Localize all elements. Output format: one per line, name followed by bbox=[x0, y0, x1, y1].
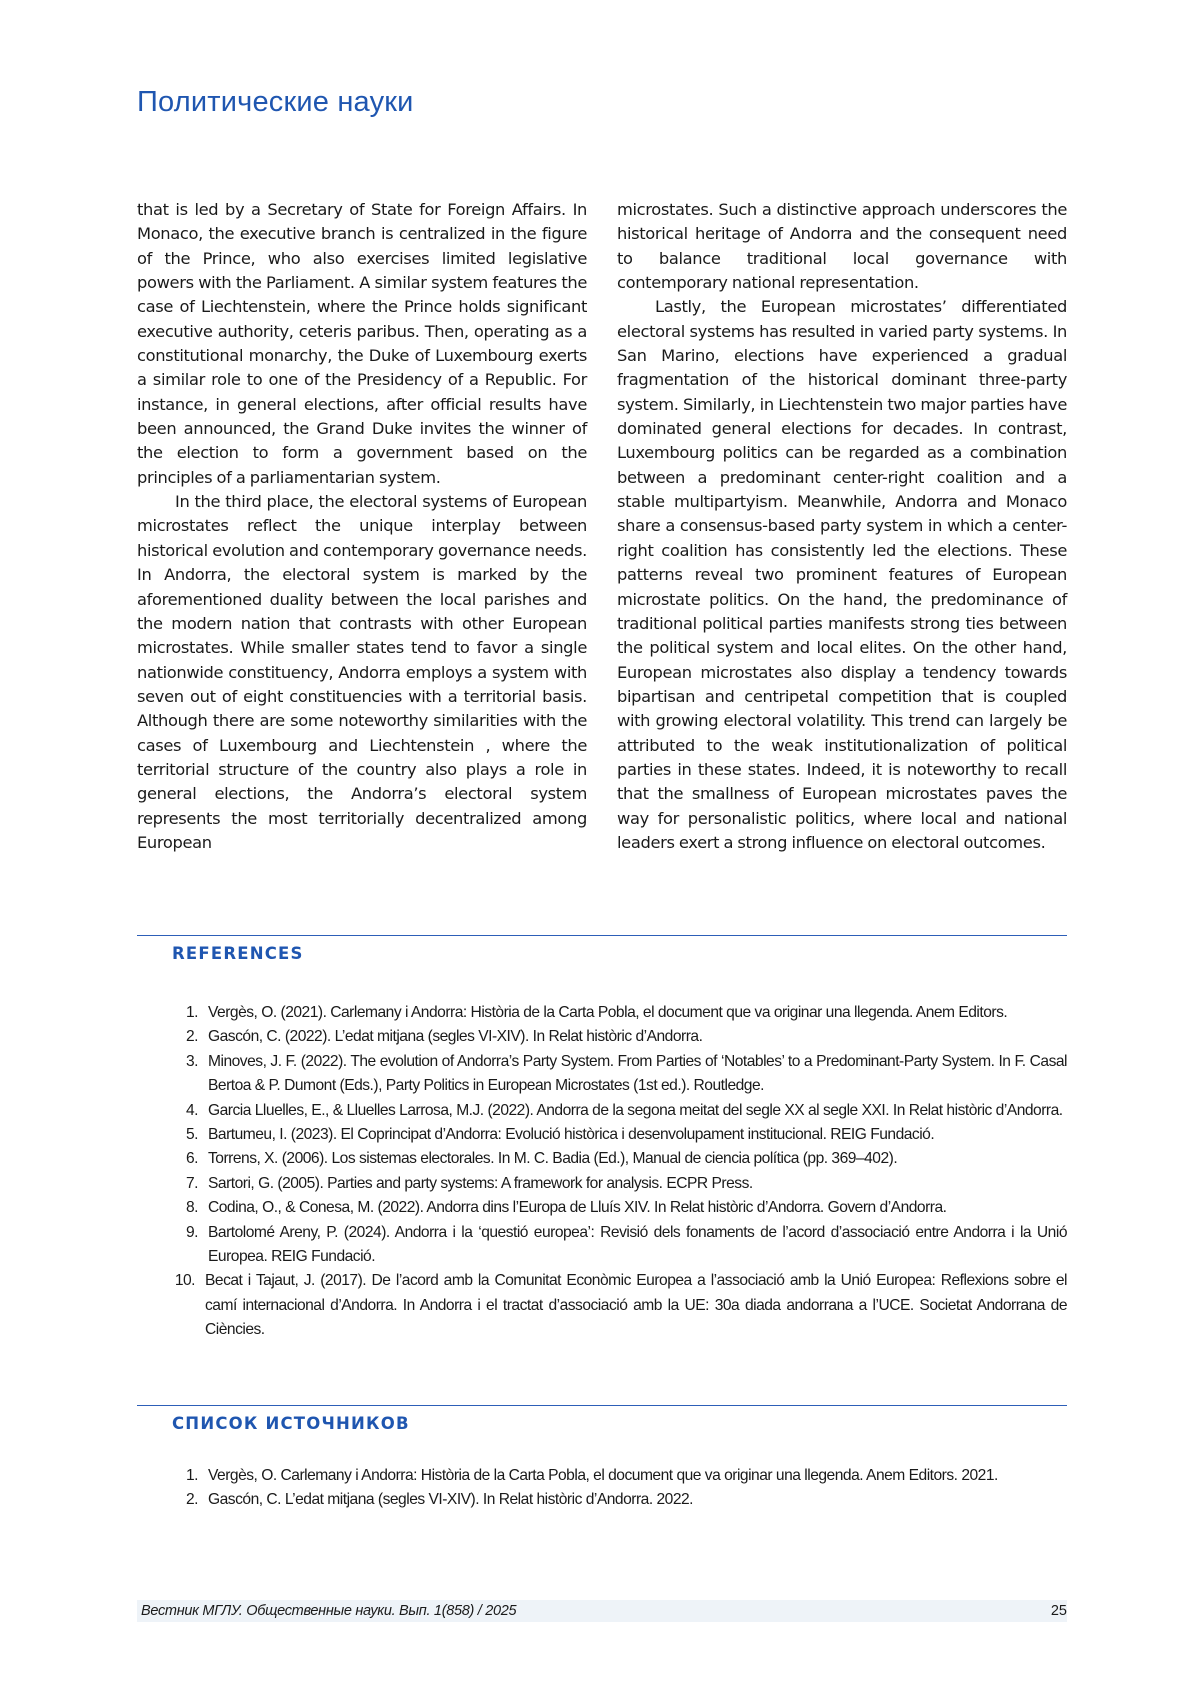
references-list bbox=[165, 1001, 1067, 1343]
reference-number: 5. bbox=[185, 1126, 198, 1144]
right-column bbox=[617, 198, 1067, 855]
reference-item bbox=[165, 1001, 1067, 1025]
source-text: Gascón, C. L’edat mitjana (segles VI-XIV). In Relat històric d’Andorra. 2022. bbox=[208, 1491, 694, 1509]
reference-text: Bartumeu, I. (2023). El Coprincipat d’Andorra: Evolució històrica i desenvolupament institucional. REIG Fundació. bbox=[208, 1126, 935, 1144]
running-title: Политические науки bbox=[137, 86, 414, 118]
reference-text: Minoves, J. F. (2022). The evolution of Andorra’s Party System. From Parties of ‘Notables’ to a Predominant-Party System. In F. Casal Bertoa & P. Dumont (Eds.), Party Politics in European Microstates (1st ed.). Routledge. bbox=[208, 1052, 1067, 1095]
references-heading: REFERENCES bbox=[172, 944, 304, 963]
paragraph: In the third place, the electoral systems of European microstates reflect the unique interplay between historical evolution and contemporary governance needs. In Andorra, the electoral system is marked by the aforementioned duality between the local parishes and the modern nation that contrasts with other European microstates. While smaller states tend to favor a single nationwide constituency, Andorra employs a system with seven out of eight constituencies with a territorial basis. Although there are some noteworthy similarities with the cases of Luxembourg and Liechtenstein , where the territorial structure of the country also plays a role in general elections, the Andorra’s electoral system represents the most territorially decentralized among European bbox=[137, 492, 587, 852]
source-text: Vergès, O. Carlemany i Andorra: Història de la Carta Pobla, el document que va originar una llegenda. Anem Editors. 2021. bbox=[208, 1467, 998, 1484]
reference-number: 9. bbox=[185, 1223, 198, 1241]
source-item bbox=[165, 1488, 1067, 1512]
sources-divider bbox=[137, 1405, 1067, 1406]
reference-number: 4. bbox=[185, 1101, 198, 1119]
reference-item bbox=[165, 1099, 1067, 1123]
reference-item bbox=[165, 1172, 1067, 1196]
source-number: 1. bbox=[185, 1467, 198, 1484]
reference-item bbox=[165, 1050, 1067, 1099]
reference-number: 3. bbox=[185, 1052, 198, 1070]
sources-list bbox=[165, 1464, 1067, 1513]
source-number: 2. bbox=[185, 1491, 198, 1509]
reference-item bbox=[165, 1147, 1067, 1171]
references-divider bbox=[137, 935, 1067, 936]
reference-text: Garcia Lluelles, E., & Lluelles Larrosa, M.J. (2022). Andorra de la segona meitat del segle XX al segle XXI. In Relat històric d’Andorra. bbox=[208, 1101, 1063, 1119]
sources-heading: СПИСОК ИСТОЧНИКОВ bbox=[172, 1414, 410, 1433]
reference-item bbox=[165, 1196, 1067, 1220]
left-column bbox=[137, 198, 587, 855]
paragraph: Lastly, the European microstates’ differentiated electoral systems has resulted in varied party systems. In San Marino, elections have experienced a gradual fragmentation of the historical dominant three-party system. Similarly, in Liechtenstein two major parties have dominated general elections for decades. In contrast, Luxembourg politics can be regarded as a combination between a predominant center-right coalition and a stable multipartyism. Meanwhile, Andorra and Monaco share a consensus-based party system in which a center-right coalition has consistently led the elections. These patterns reveal two prominent features of European microstate politics. On the hand, the predominance of traditional political parties manifests strong ties between the political system and local elites. On the other hand, European microstates also display a tendency towards bipartisan and centripetal competition that is coupled with growing electoral volatility. This trend can largely be attributed to the weak institutionalization of political parties in these states. Indeed, it is noteworthy to recall that the smallness of European microstates paves the way for personalistic politics, where local and national leaders exert a strong influence on electoral outcomes. bbox=[617, 297, 1067, 852]
paragraph: microstates. Such a distinctive approach underscores the historical heritage of Andorra and the consequent need to balance traditional local governance with contemporary national representation. bbox=[617, 200, 1067, 293]
body-columns bbox=[137, 198, 1067, 855]
reference-text: Vergès, O. (2021). Carlemany i Andorra: Història de la Carta Pobla, el document que va originar una llegenda. Anem Editors. bbox=[208, 1004, 1008, 1021]
reference-number: 7. bbox=[185, 1174, 198, 1192]
reference-number: 8. bbox=[185, 1199, 198, 1217]
reference-text: Torrens, X. (2006). Los sistemas electorales. In M. C. Badia (Ed.), Manual de ciencia política (pp. 369–402). bbox=[208, 1150, 898, 1168]
reference-item bbox=[165, 1221, 1067, 1270]
page-footer bbox=[137, 1600, 1067, 1622]
reference-number: 6. bbox=[185, 1150, 198, 1168]
reference-item bbox=[165, 1025, 1067, 1049]
reference-number: 10. bbox=[174, 1272, 195, 1290]
reference-text: Gascón, C. (2022). L’edat mitjana (segles VI-XIV). In Relat històric d’Andorra. bbox=[208, 1028, 703, 1046]
reference-number: 1. bbox=[185, 1004, 198, 1021]
reference-text: Becat i Tajaut, J. (2017). De l’acord amb la Comunitat Econòmic Europea a l’associació amb la Unió Europea: Reflexions sobre el camí internacional d’Andorra. In Andorra i el tractat d’associació amb la UE: 30a diada andorrana a l’UCE. Societat Andorrana de Ciències. bbox=[205, 1272, 1067, 1339]
reference-text: Bartolomé Areny, P. (2024). Andorra i la ‘questió europea’: Revisió dels fonaments de l’acord d’associació entre Andorra i la Unió Europea. REIG Fundació. bbox=[208, 1223, 1067, 1266]
reference-text: Codina, O., & Conesa, M. (2022). Andorra dins l’Europa de Lluís XIV. In Relat històric d’Andorra. Govern d’Andorra. bbox=[208, 1199, 947, 1217]
page-number: 25 bbox=[1050, 1603, 1067, 1619]
reference-item bbox=[165, 1269, 1067, 1342]
reference-text: Sartori, G. (2005). Parties and party systems: A framework for analysis. ECPR Press. bbox=[208, 1174, 753, 1192]
reference-number: 2. bbox=[185, 1028, 198, 1046]
paragraph: that is led by a Secretary of State for Foreign Affairs. In Monaco, the executive branch is centralized in the figure of the Prince, who also exercises limited legislative powers with the Parliament. A similar system features the case of Liechtenstein, where the Prince holds significant executive authority, ceteris paribus. Then, operating as a constitutional monarchy, the Duke of Luxembourg exerts a similar role to one of the Presidency of a Republic. For instance, in general elections, after official results have been announced, the Grand Duke invites the winner of the election to form a government based on the principles of a parliamentarian system. bbox=[137, 200, 587, 487]
reference-item bbox=[165, 1123, 1067, 1147]
journal-citation: Вестник МГЛУ. Общественные науки. Вып. 1(858) / 2025 bbox=[141, 1603, 517, 1619]
source-item bbox=[165, 1464, 1067, 1488]
